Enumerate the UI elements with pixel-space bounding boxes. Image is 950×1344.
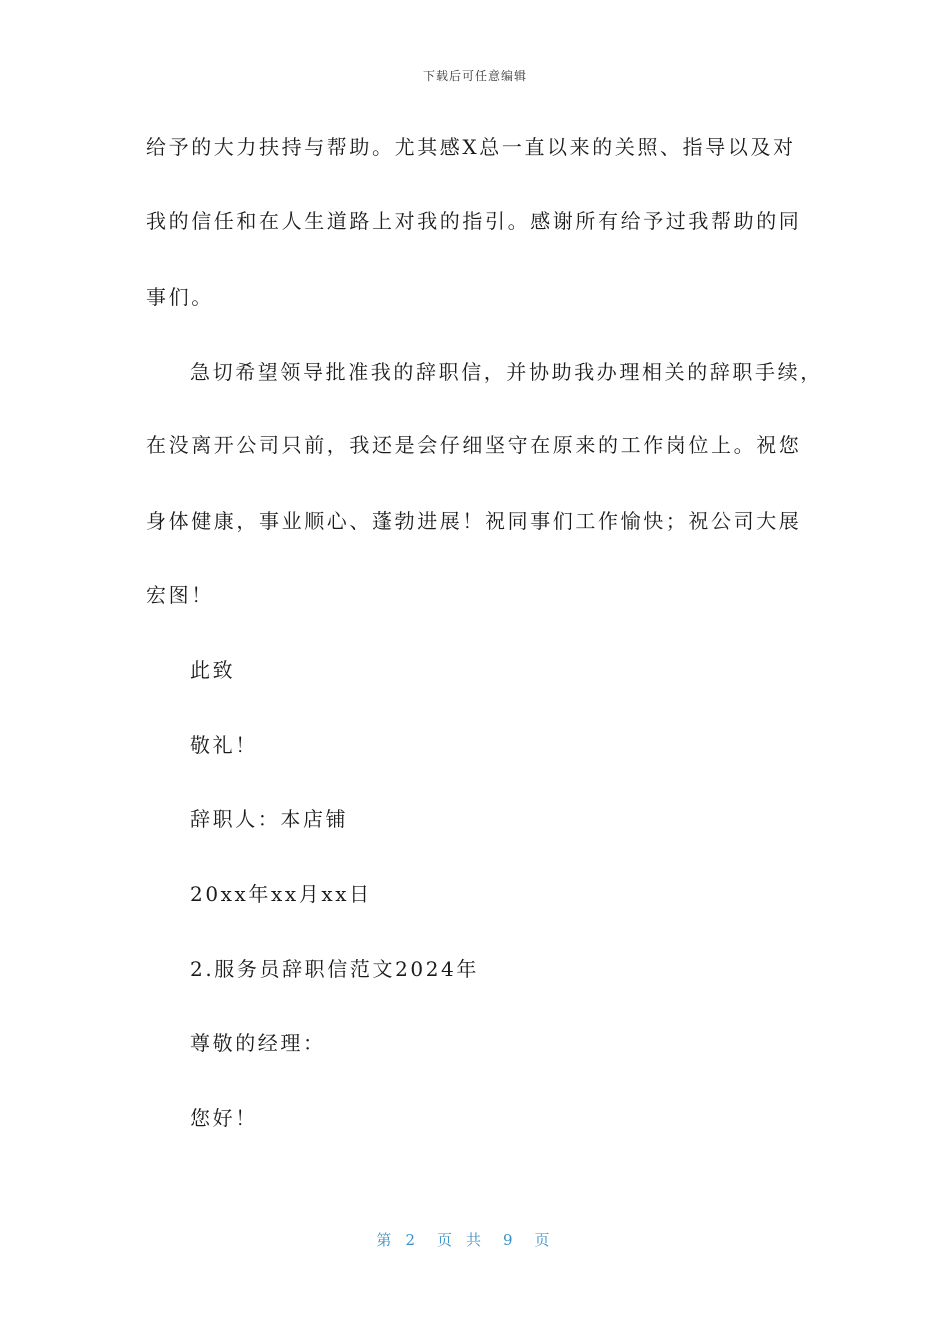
footer-label-ye: 页 — [534, 1231, 550, 1249]
footer-label-ye-gong: 页共 — [436, 1231, 495, 1249]
footer-total-pages: 9 — [503, 1231, 513, 1249]
body-line: 宏图！ — [146, 583, 214, 607]
body-line: 我的信任和在人生道路上对我的指引。感谢所有给予过我帮助的同 — [146, 209, 802, 233]
section-heading: 2.服务员辞职信范文2024年 — [190, 957, 479, 981]
date-line: 20xx年xx月xx日 — [190, 882, 372, 906]
body-line: 给予的大力扶持与帮助。尤其感X总一直以来的关照、指导以及对 — [146, 135, 796, 159]
page-footer — [0, 1229, 950, 1250]
footer-page-number: 2 — [405, 1231, 415, 1249]
closing-salutation: 此致 — [190, 658, 236, 682]
body-line: 事们。 — [146, 285, 214, 309]
greeting-line: 您好！ — [190, 1106, 258, 1130]
body-line: 在没离开公司只前，我还是会仔细坚守在原来的工作岗位上。祝您 — [146, 433, 802, 457]
body-line: 身体健康，事业顺心、蓬勃进展！祝同事们工作愉快；祝公司大展 — [146, 509, 802, 533]
body-line: 急切希望领导批准我的辞职信，并协助我办理相关的辞职手续， — [190, 360, 823, 384]
closing-regards: 敬礼！ — [190, 733, 258, 757]
page-header: 下载后可任意编辑 — [422, 69, 527, 83]
signature-line: 辞职人：本店铺 — [190, 807, 349, 831]
greeting-line: 尊敬的经理： — [190, 1031, 326, 1055]
footer-label-di: 第 — [376, 1231, 392, 1249]
